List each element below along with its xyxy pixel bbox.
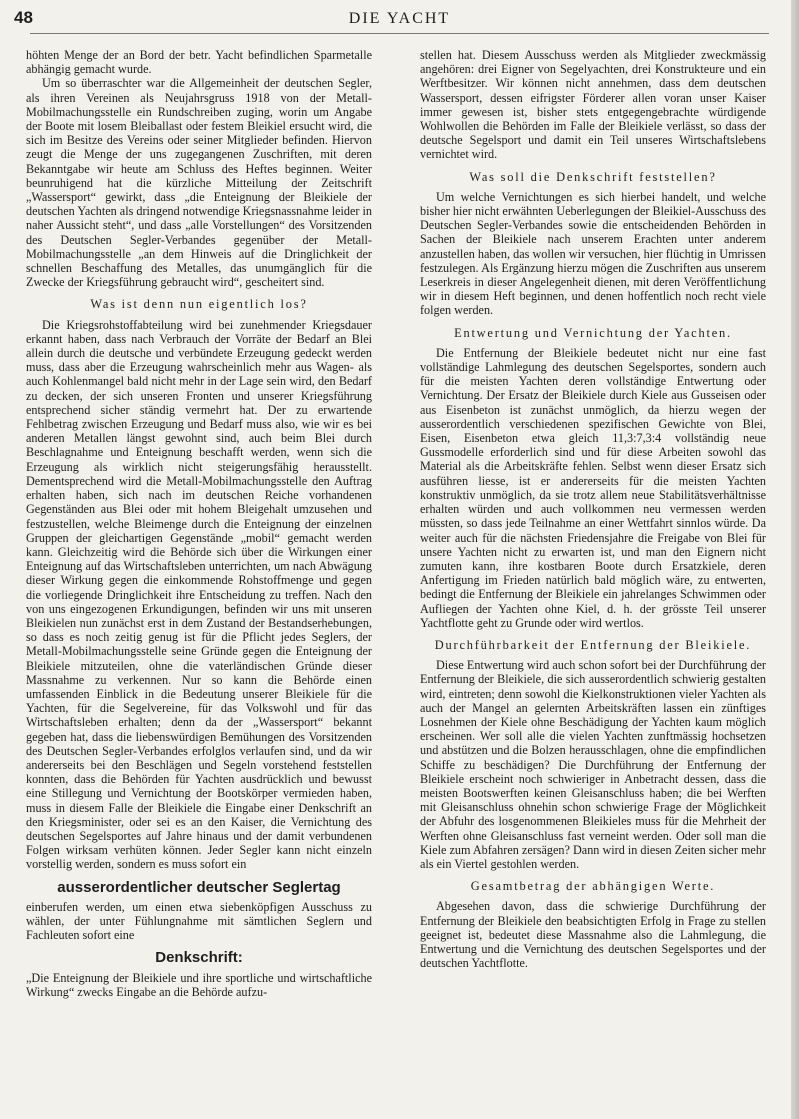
bold-heading: Denkschrift: — [155, 949, 243, 967]
section-heading: Durchführbarkeit der Entfernung der Bleikiele. — [434, 637, 752, 652]
paragraph: einberufen werden, um einen etwa siebenköpfigen Ausschuss zu wählen, der unter Fühlungnahme mit sämtlichen Seglern und Fachleuten sofort eine — [26, 899, 372, 943]
page-edge-shadow — [791, 0, 799, 1119]
page-number: 48 — [14, 8, 33, 27]
paragraph: Die Entfernung der Bleikiele bedeutet nicht nur eine fast vollständige Lahmlegung des deutschen Segelsportes, sondern auch für die meisten Yachten deren vollständige Entwertung oder Vernichtung. Der Ersatz der Bleikiele durch Kiele aus Gusseisen oder aus Eisenbeton ist zunächst unmöglich, da hierzu wegen der ausserordentlich verschiedenen spezifischen Gewichte von Blei, Eisen, Eisenbeton etwa gleich 11,3:7,3:4 vollständig neue Gussmodelle erforderlich sind und für diese Arbeiten sowohl das Material als die Arbeitskräfte fehlen. Selbst wenn dieser Ersatz sich ausführen liesse, ist er andererseits für die meisten Yachten konstruktiv unmöglich, da sie trotz allem neue Stabilitätsverhältnisse erhalten würden und auch vollkommen neu vermessen werden müssten, so dass jede Teilnahme an einer Wettfahrt sinnlos würde. Da weiter auch für die nächsten Friedensjahre die Freigabe von Blei für unsere Yachten nicht zu erwarten ist, und man den Eignern nicht zumuten kann, ihre kostbaren Boote durch Ersatzkiele, deren Anfertigung im Frieden natürlich bald möglich wäre, zu entwerten, bedingt die Entfernung der Bleikiele ein jahrelanges Schwimmen oder Aufliegen der Yachten ohne Kiel, d. h. der grösste Teil unserer Yachtflotte geht zu Grunde oder wird wertlos. — [420, 345, 766, 630]
paragraph: höhten Menge der an Bord der betr. Yacht befindlichen Sparmetalle abhängig gemacht wurde. — [26, 48, 372, 77]
header-rule — [30, 33, 769, 34]
right-column — [420, 48, 766, 970]
paragraph: Um welche Vernichtungen es sich hierbei handelt, und welche bisher hier nicht erwähnten Ueberlegungen der Bleikiel-Ausschuss des Deutschen Segler-Verbandes sowie die entscheidenden Behörden in Sachen der Bleikiele nach unserem Erachten unter anderem anzustellen haben, das wollen wir versuchen, hier flüchtig in Umrissen festzulegen. Als Ergänzung hierzu mögen die Zuschriften aus unserem Leserkreis in dieser Angelegenheit dienen, mit deren Veröffentlichung wir in diesem Heft beginnen, und denen hoffentlich noch recht viele folgen werden. — [420, 189, 766, 318]
paragraph: Um so überraschter war die Allgemeinheit der deutschen Segler, als ihren Vereinen als Neujahrsgruss 1918 von der Metall-Mobilmachungsstelle ein Rundschreiben zuging, worin um Angabe der Boote mit losem Bleiballast oder festem Bleikiel ersucht wird, die sich im Besitze des Vereins oder seiner Mitglieder befinden. Hiervon zeugt die Menge der uns zugegangenen Zuschriften, mit deren Bekanntgabe wir heute am Schluss des Heftes beginnen. Weiter beunruhigend hat die kürzliche Mitteilung der Zeitschrift „Wassersport“ gewirkt, dass „die Enteignung der Bleikiele der deutschen Yachten als dringend notwendige Kriegsnassnahme leider in naher Aussicht steht“, und dass „alle Vorstellungen“ des Vorsitzenden des Deutschen Segler-Verbandes gegenüber der Metall-Mobilmachungsstelle „an dem Hinweis auf die Dringlichkeit der schnellen Beschaffung des Metalles, das unumgänglich für die Zwecke der Kriegsführung gebraucht wird“, gescheitert sind. — [26, 76, 372, 290]
bold-heading: ausserordentlicher deutscher Seglertag — [57, 878, 341, 896]
section-heading: Was ist denn nun eigentlich los? — [90, 297, 308, 312]
paragraph: Die Kriegsrohstoffabteilung wird bei zunehmender Kriegsdauer erkannt haben, dass nach Verbrauch der Vorräte der Bedarf an Blei allein durch die deutsche und verbündete Erzeugung gedeckt werden muss, dass aber die Erzeugung wahrscheinlich mehr aus Wagen- als auch Kohlenmangel bald nicht mehr in der Lage sein wird, den Bedarf zu decken, der sich unseren Fronten und unserer Kriegsführung entsprechend sicher ständig vermehrt hat. Der zu erwartende Fehlbetrag zwischen Erzeugung und Bedarf muss also, wie wir es bei anderen Metallen längst gewohnt sind, auch beim Blei durch Beschlagnahme und Enteignung beschafft werden, wenn sich die Erzeugung als wirklich nicht steigerungsfähig herausstellt. Dementsprechend wird die Metall-Mobilmachungsstelle den Auftrag erhalten haben, sich nach im deutschen Reiche vorhandenen Gegenständen aus Blei oder mit hohem Bleigehalt umzusehen und festzustellen, welche Bleimenge durch die Enteignung der einzelnen Gruppen der gleichartigen Gegenstände „mobil“ gemacht werden kann. Gleichzeitig wird die Behörde sich über die Wirkungen einer Enteignung auf das Wirtschaftsleben unterrichten, um nach Abwägung dieser Wirkung gegen die einkommende Rohstoffmenge und gegen die vorliegende Dringlichkeit ihre Entscheidung zu treffen. Nach den von uns eingezogenen Erkundigungen, befinden wir uns mit unseren Bleikielen nun zunächst erst in dem Zustand der Bestandserhebungen, so dass es noch zeitig genug ist für die Pflicht jedes Seglers, der Metall-Mobilmachungsstelle seine Gründe gegen die Enteignung der Bleikiele mitzuteilen, ohne die vaterländischen Gründe dieser Massnahme zu verkennen. Nur so kann die Behörde einen umfassenden Einblick in die Bedeutung unserer Bleikiele für die Yachten, für die Segelvereine, für das Volkswohl und für das Wirtschaftsleben erhalten; denn da der „Wassersport“ bekannt gegeben hat, dass die liebenswürdigen Bemühungen des Vorsitzenden des Deutschen Segler-Verbandes erfolglos verlaufen sind, und da wir andererseits bei den Beschlägen und Segeln vorstehend feststellen konnten, dass die Behörden für Yachten ausdrücklich und bewusst eine Stillegung und Vernichtung der Bootskörper vermieden haben, muss in diesem Falle der Bleikiele die Eingabe einer Denkschrift an den Kriegsminister, oder sei es an den Kaiser, die Vernichtung des deutschen Segelsportes auf Jahre hinaus und der damit verbundenen Folgen wirksam verhüten können. Jeder Segler kann nicht einzeln vorstellig werden, sondern es muss sofort ein — [26, 317, 372, 872]
section-heading: Gesamtbetrag der abhängigen Werte. — [470, 879, 716, 894]
paragraph: stellen hat. Diesem Ausschuss werden als Mitglieder zweckmässig angehören: drei Eigner von Segelyachten, drei Konstrukteure und ein Werftbesitzer. Wir können nicht annehmen, dass dem deutschen Wassersport, dessen eifrigster Förderer allen voran unser Kaiser immer gewesen ist, bisher stets entgegengebrachte würdigende Wohlwollen die Behörden im Falle der Bleikiele verlässt, so dass der deutsche Segelsport und damit ein Teil unseres Wirtschaftslebens vernichtet wird. — [420, 48, 766, 162]
paragraph: Diese Entwertung wird auch schon sofort bei der Durchführung der Entfernung der Bleikiele, die sich ausserordentlich schwierig gestalten wird, eintreten; denn sowohl die Kielkonstruktionen vieler Yachten als auch der Mangel an gelernten Arbeitskräften lassen ein zünftiges Losnehmen der Kiele ohne Beschädigung der Yachten kaum möglich erscheinen. Wer soll alle die vielen Yachten zunftmässig hochsetzen und abstützen und die Bolzen herausschlagen, ohne die empfindlichen Schiffe zu beschädigen? Die Durchführung der Entfernung der Bleikiele erscheint noch schwieriger in Anbetracht dessen, dass die meisten Bootswerften keinen Gleisanschluss haben; die bei Werften mit Gleisanschluss ohnehin schon schwierige Frage der Möglichkeit der Abfuhr des losgenommenen Bleikieles muss für die Mehrheit der Werften ohne Gleisanschluss fast verneint werden. Oder soll man die Kiele zum Abfahren zersägen? Dann wird in diesen Zeiten sicher mehr als ein Viertel gestohlen werden. — [420, 658, 766, 871]
left-column — [26, 48, 372, 999]
section-heading: Entwertung und Vernichtung der Yachten. — [454, 325, 732, 340]
section-heading: Was soll die Denkschrift feststellen? — [469, 169, 717, 184]
running-head: DIE YACHT — [348, 10, 451, 27]
paragraph: „Die Enteignung der Bleikiele und ihre sportliche und wirtschaftliche Wirkung“ zwecks Eingabe an die Behörde aufzu- — [26, 970, 372, 999]
paragraph: Abgesehen davon, dass die schwierige Durchführung der Entfernung der Bleikiele den beabsichtigten Erfolg in Frage zu stellen geeignet ist, bedeutet diese Massnahme also die Lahmlegung, die Entwertung und die Vernichtung des deutschen Segelsportes und der deutschen Yachtflotte. — [420, 899, 766, 971]
